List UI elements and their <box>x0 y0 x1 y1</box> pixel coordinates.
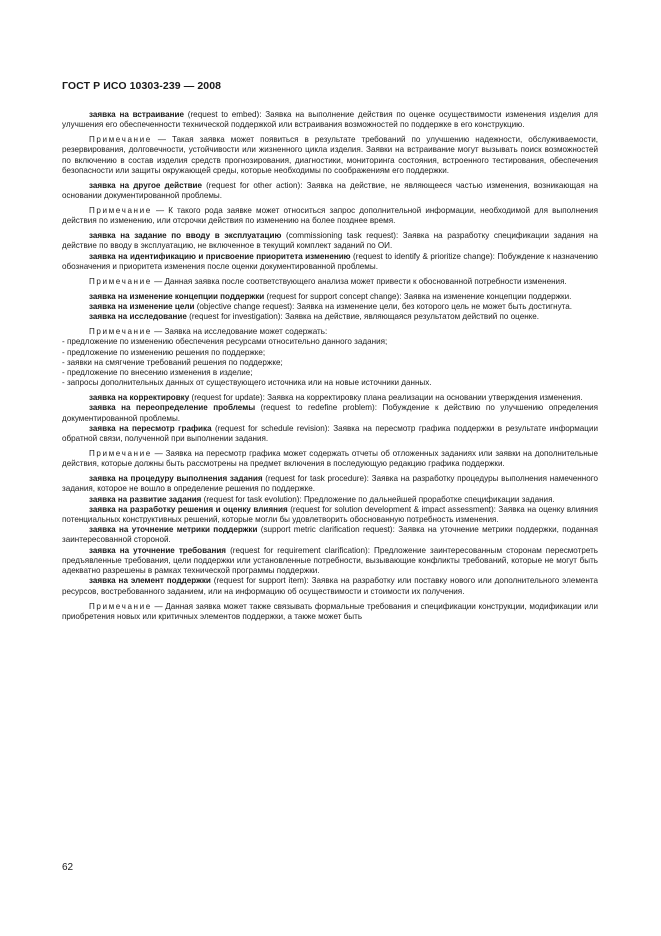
list-item: - заявки на смягчение требований решения по поддержке; <box>62 357 283 367</box>
entry-text: (request to identify & prioritize change): Побуждение к назначению обозначения и приоритета изменения после оценки документированной проблемы. <box>62 251 598 271</box>
term: заявка на встраивание <box>89 110 185 119</box>
term: заявка на уточнение требования <box>89 545 227 555</box>
note-label: Примечание <box>89 601 152 611</box>
document-header: ГОСТ Р ИСО 10303-239 — 2008 <box>62 80 222 92</box>
term: заявка на исследование <box>89 312 187 322</box>
definition-entry <box>62 505 598 525</box>
term: заявка на развитие задания <box>89 494 202 504</box>
note-paragraph <box>62 449 598 469</box>
entry-text: — Заявка на пересмотр графика может содержать отчеты об отложенных заданиях или заявки на дополнительные действия, которые должны быть рассмотрены на предмет включения в последующую редакцию графика поддержки. <box>62 449 598 469</box>
note-paragraph <box>62 135 598 176</box>
entry-text: (request for solution development & impact assessment): Заявка на оценку влияния потенциальных конструктивных решений, которые могли бы удовлетворить обоснованную потребность изменения. <box>62 504 598 525</box>
document-body <box>62 110 598 627</box>
definition-entry <box>62 393 598 403</box>
entry-text: (request to embed): Заявка на выполнение действия по оценке осуществимости изменения изделия для улучшения его обеспеченности технической поддержкой или встраивания возможностей по поддержке в его конструкцию. <box>62 110 598 130</box>
definition-entry <box>62 302 598 312</box>
term: заявка на идентификацию и присвоение приоритета изменению <box>89 251 351 261</box>
definition-entry <box>62 292 598 302</box>
definition-entry <box>62 424 598 444</box>
term: заявка на задание по вводу в эксплуатацию <box>89 231 282 241</box>
entry-text: (request for requirement clarification): Предложение заинтересованным сторонам пересмотреть предъявленные требования, цели поддержки или установленные потребности, вызывающие конфликты требований, которые не могут быть адекватно разрешены в рамках технической программы поддержки. <box>62 545 598 576</box>
list-item: - запросы дополнительных данных от существующего источника или на новые источники данных. <box>62 378 432 388</box>
list-item: - предложение по изменению решения по поддержке; <box>62 347 266 357</box>
definition-entry <box>62 546 598 577</box>
definition-entry <box>62 181 598 201</box>
entry-text: (request for support concept change): Заявка на изменение концепции поддержки. <box>264 291 572 301</box>
definition-entry <box>62 474 598 494</box>
term: заявка на переопределение проблемы <box>89 403 256 413</box>
note-label: Примечание <box>89 206 152 216</box>
term: заявка на изменение цели <box>89 302 195 312</box>
note-paragraph <box>62 206 598 226</box>
definition-entry <box>62 403 598 423</box>
list-item: - предложение по изменению обеспечения ресурсами относительно данного задания; <box>62 337 388 347</box>
term: заявка на другое действие <box>89 180 203 190</box>
note-paragraph <box>62 327 598 337</box>
note-paragraph <box>62 277 598 287</box>
entry-text: — К такого рода заявке может относиться запрос дополнительной информации, необходимой для выполнения действия по изменению, или отсрочки действия по изменению на более позднее время. <box>62 206 598 226</box>
entry-text: (support metric clarification request): Заявка на уточнение метрики поддержки, поданная заинтересованной стороной. <box>62 525 598 545</box>
definition-entry <box>62 231 598 251</box>
definition-entry <box>62 525 598 545</box>
term: заявка на разработку решения и оценку влияния <box>89 504 288 514</box>
entry-text: (request for task procedure): Заявка на разработку процедуры выполнения намеченного задания, которое не вошло в определение решения по поддержке. <box>62 474 598 494</box>
entry-text: — Данная заявка может также связывать формальные требования и спецификации конструкции, модификации или приобретения новых или критичных элементов поддержки, а также может быть <box>62 601 598 621</box>
entry-text: (request for investigation): Заявка на действие, являющаяся результатом действий по оценке. <box>186 312 540 322</box>
term: заявка на изменение концепции поддержки <box>89 291 265 301</box>
note-label: Примечание <box>89 327 152 337</box>
note-label: Примечание <box>89 276 152 286</box>
entry-text: (request for other action): Заявка на действие, не являющееся частью изменения, возникающая на основании документированной проблемы. <box>62 180 598 201</box>
entry-text: (request for task evolution): Предложение по дальнейшей проработке спецификации задания. <box>201 494 555 504</box>
entry-text: — Такая заявка может появиться в результате требований по улучшению надежности, обслуживаемости, резервирования, долговечности, устойчивости или жизненного цикла изделия. Заявки на встраивание могут вызывать поиск возможностей по включению в состав изделия средств прогнозирования, диагностики, мониторинга состояния, встроенного тестирования, обеспечения безопасности или защиты окружающей среды, которые необходимы по соображениям его поддержки. <box>62 135 598 175</box>
list-item: - предложение по внесению изменения в изделие; <box>62 368 253 378</box>
entry-text: (objective change request): Заявка на изменение цели, без которого цель не может быть достигнута. <box>194 302 573 312</box>
definition-entry <box>62 252 598 272</box>
entry-text: (request for schedule revision): Заявка на пересмотр графика поддержки в результате информации обратной связи, полученной при выполнении задания. <box>62 423 598 444</box>
term: заявка на элемент поддержки <box>89 576 211 586</box>
term: заявка на уточнение метрики поддержки <box>89 525 258 535</box>
note-paragraph <box>62 602 598 622</box>
entry-text: (request for update): Заявка на корректировку плана реализации на основании утверждения изменения. <box>189 393 583 403</box>
definition-entry <box>62 495 598 505</box>
entry-text: (request to redefine problem): Побуждение к действию по улучшению определения документированной проблемы. <box>62 403 598 423</box>
definition-entry <box>62 312 598 322</box>
note-label: Примечание <box>89 449 152 459</box>
definition-entry <box>62 576 598 596</box>
term: заявка на пересмотр графика <box>89 423 212 433</box>
entry-text: (commissioning task request): Заявка на разработку спецификации задания на действие по вводу в эксплуатацию, не включенное в текущий комплект заданий по ОИ. <box>62 231 598 251</box>
entry-text: — Заявка на исследование может содержать: <box>151 327 328 337</box>
page-number: 62 <box>62 862 74 873</box>
definition-entry <box>62 110 598 130</box>
term: заявка на процедуру выполнения задания <box>89 474 263 484</box>
entry-text: (request for support item): Заявка на разработку или поставку нового или дополнительного элемента ресурсов, востребованного заданием, или на информацию об осуществимости и стоимости их получения. <box>62 576 598 596</box>
entry-text: — Данная заявка после соответствующего анализа может привести к обоснованной потребности изменения. <box>151 276 567 286</box>
term: заявка на корректировку <box>89 393 190 403</box>
note-list <box>62 337 598 388</box>
note-label: Примечание <box>89 135 152 145</box>
